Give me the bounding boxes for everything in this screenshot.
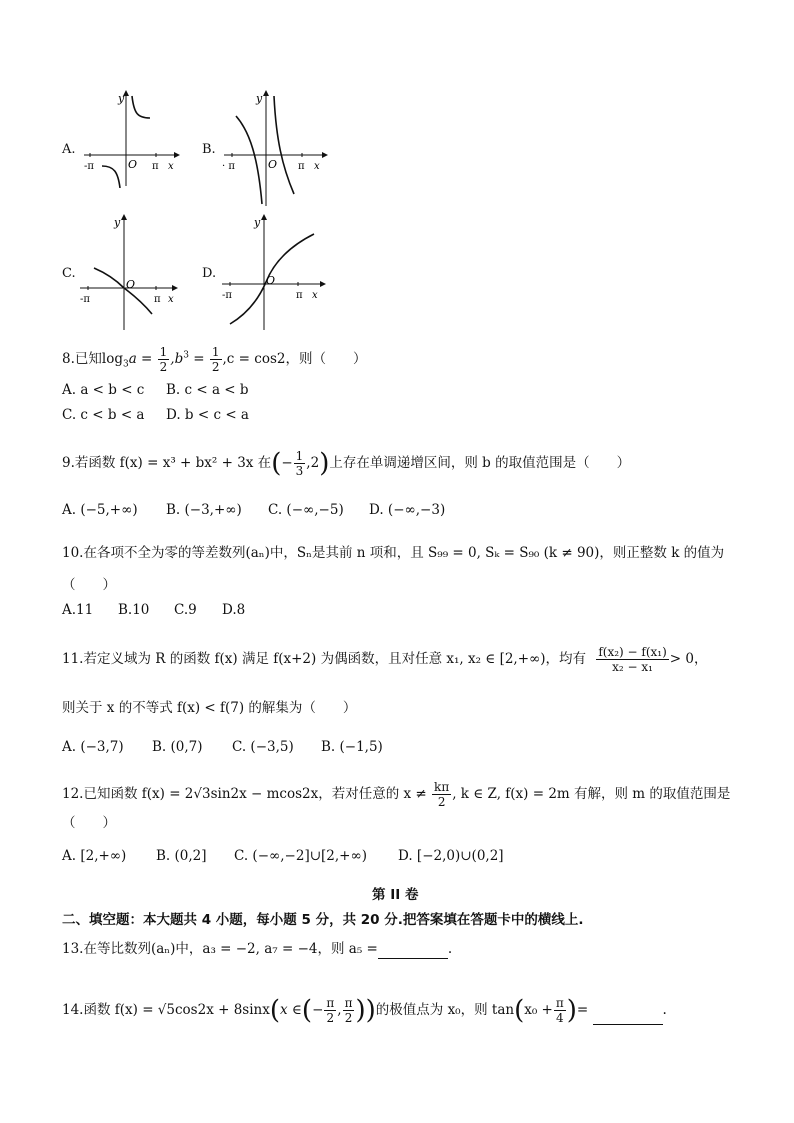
question-12-line1: 12.已知函数 f(x) = 2√3sin2x − mcos2x，若对任意的 x ≠ $\frac{k\pi}{2}$ , k ∈ Z, f(x) = 2m 有解，则 m 的取值范围是: [62, 780, 731, 809]
q11-option-a: A. (−3,7): [62, 739, 124, 755]
svg-text:y: y: [254, 216, 261, 229]
q13-answer-blank[interactable]: [378, 944, 448, 959]
graph-b-curve-right: [274, 96, 294, 194]
svg-text:O: O: [128, 158, 138, 171]
question-14: 14.函数 f(x) = √5cos2x + 8sinx(x ∈(− $\frac{\pi}{2}$ , $\frac{\pi}{2}$ ))的极值点为 x₀，则 tan(x₀ + $\frac{\pi}{4}$ )= .: [62, 995, 667, 1026]
question-11-line2: 则关于 x 的不等式 f(x) < f(7) 的解集为（ ）: [62, 700, 357, 716]
q10-option-a: A.11: [62, 602, 94, 618]
q8-option-b: B. c < a < b: [166, 382, 249, 398]
q14-answer-blank[interactable]: [593, 1010, 663, 1025]
q12-option-d: D. [−2,0)∪(0,2]: [398, 848, 504, 864]
q9-option-b: B. (−3,+∞): [166, 502, 242, 518]
question-9: 9.若函数 f(x) = x³ + bx² + 3x 在(− $\frac{1}{3}$ ,2)上存在单调递增区间，则 b 的取值范围是（ ）: [62, 448, 631, 479]
graph-b-label: B.: [202, 142, 216, 157]
question-10-line1: 10.在各项不全为零的等差数列(aₙ)中，Sₙ是其前 n 项和，且 S₉₉ = 0, Sₖ = S₉₀ (k ≠ 90)，则正整数 k 的值为: [62, 545, 725, 561]
q11-option-b: B. (0,7): [152, 739, 203, 755]
question-8: 8.已知$\log_3a$ = $\frac{1}{2}$ $,b^3$ = $\frac{1}{2}$ ,c = cos2，则（ ）: [62, 345, 367, 374]
q12-option-b: B. (0,2]: [156, 848, 207, 864]
q8-option-a: A. a < b < c: [62, 382, 145, 398]
graph-c-curve: [94, 268, 152, 314]
question-13: 13.在等比数列(aₙ)中，a₃ = −2, a₇ = −4，则 a₅ = .: [62, 941, 453, 957]
question-10-line2: （ ）: [62, 577, 116, 593]
svg-text:· π: · π: [222, 161, 235, 172]
graph-c: [78, 212, 178, 332]
q8-option-d: D. b < c < a: [166, 407, 249, 423]
svg-text:x: x: [312, 290, 318, 301]
q9-option-a: A. (−5,+∞): [62, 502, 138, 518]
svg-text:x: x: [168, 294, 174, 305]
svg-text:-π: -π: [222, 290, 232, 301]
q11-option-d: B. (−1,5): [321, 739, 383, 755]
svg-text:π: π: [298, 161, 305, 172]
svg-text:x: x: [168, 161, 174, 172]
svg-text:π: π: [154, 294, 161, 305]
graph-d-label: D.: [202, 266, 217, 281]
q10-option-b: B.10: [118, 602, 150, 618]
q12-option-a: A. [2,+∞): [62, 848, 127, 864]
graph-a-curve-right: [132, 96, 150, 118]
graph-a-curve-left: [102, 166, 120, 188]
svg-text:-π: -π: [84, 161, 94, 172]
graph-d: [220, 212, 330, 332]
graph-b-curve-left: [236, 116, 262, 204]
svg-text:y: y: [118, 92, 125, 105]
svg-text:O: O: [126, 278, 136, 291]
q8-option-c: C. c < b < a: [62, 407, 145, 423]
svg-text:π: π: [296, 290, 303, 301]
svg-text:O: O: [268, 158, 278, 171]
section-2-heading: 二、填空题：本大题共 4 小题，每小题 5 分，共 20 分.把答案填在答题卡中的横线上.: [62, 912, 584, 928]
q12-option-c: C. (−∞,−2]∪[2,+∞): [234, 848, 367, 864]
svg-text:-π: -π: [80, 294, 90, 305]
graph-b: [222, 88, 332, 208]
question-11-line1: 11.若定义域为 R 的函数 f(x) 满足 f(x+2) 为偶函数，且对任意 x₁, x₂ ∈ [2,+∞)，均有 $\frac{\text{f(x₂) − f(x₁)}}{\text{x₂ − x₁}}$ > 0，: [62, 645, 708, 674]
svg-text:x: x: [314, 161, 320, 172]
q9-option-c: C. (−∞,−5): [268, 502, 344, 518]
q10-option-c: C.9: [174, 602, 197, 618]
svg-text:y: y: [114, 216, 121, 229]
q11-option-c: C. (−3,5): [232, 739, 294, 755]
question-12-line2: （ ）: [62, 815, 116, 831]
q9-option-d: D. (−∞,−3): [369, 502, 446, 518]
svg-text:π: π: [152, 161, 159, 172]
graph-a: [82, 88, 182, 188]
graph-c-label: C.: [62, 266, 76, 281]
graph-a-label: A.: [62, 142, 76, 157]
svg-text:y: y: [256, 92, 263, 105]
q10-option-d: D.8: [222, 602, 246, 618]
svg-text:O: O: [266, 274, 276, 287]
part-2-title: 第 II 卷: [372, 887, 419, 903]
